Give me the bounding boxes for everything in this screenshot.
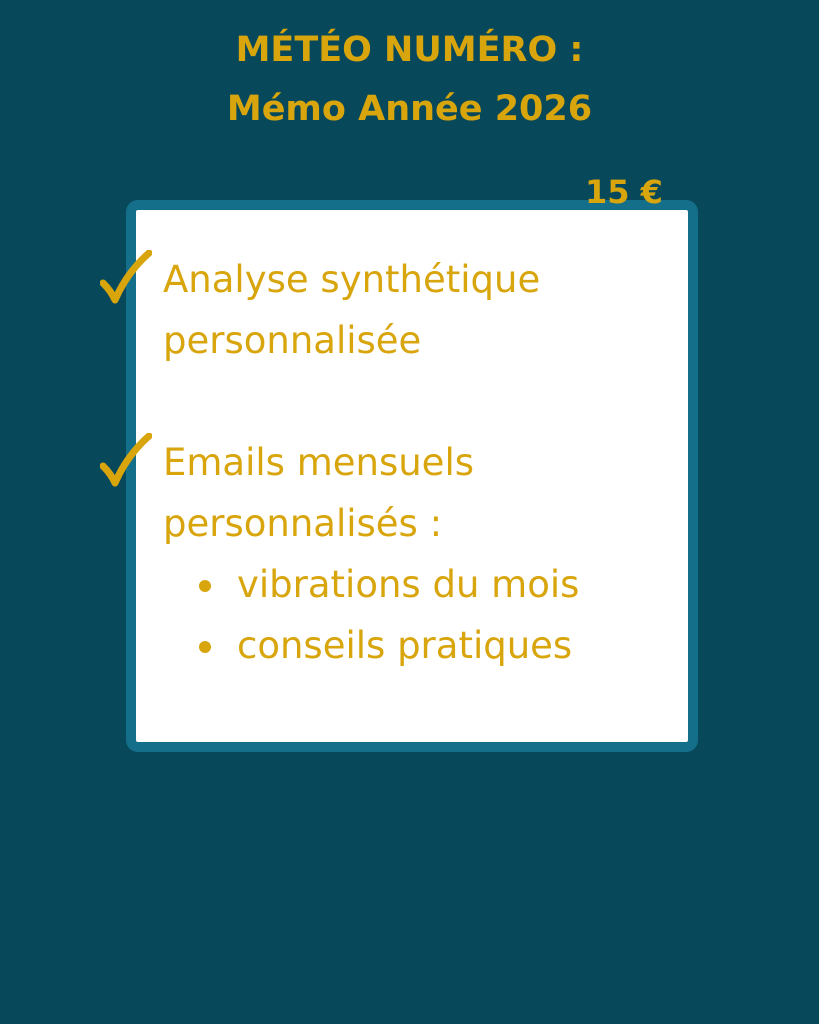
feature-1-line-2: personnalisée bbox=[163, 319, 422, 362]
subitem-vibrations: vibrations du mois bbox=[237, 563, 580, 606]
bullet-icon bbox=[199, 641, 211, 653]
price-label: 15 € bbox=[585, 173, 663, 211]
checkmark-icon bbox=[100, 433, 152, 491]
subitem-conseils: conseils pratiques bbox=[237, 624, 573, 667]
feature-1-line-1: Analyse synthétique bbox=[163, 258, 541, 301]
title-line-1: MÉTÉO NUMÉRO : bbox=[235, 30, 584, 70]
feature-2-line-2: personnalisés : bbox=[163, 502, 443, 545]
title-line-2: Mémo Année 2026 bbox=[226, 89, 593, 129]
checkmark-icon bbox=[100, 250, 152, 308]
feature-2-line-1: Emails mensuels bbox=[163, 441, 474, 484]
bullet-icon bbox=[199, 580, 211, 592]
